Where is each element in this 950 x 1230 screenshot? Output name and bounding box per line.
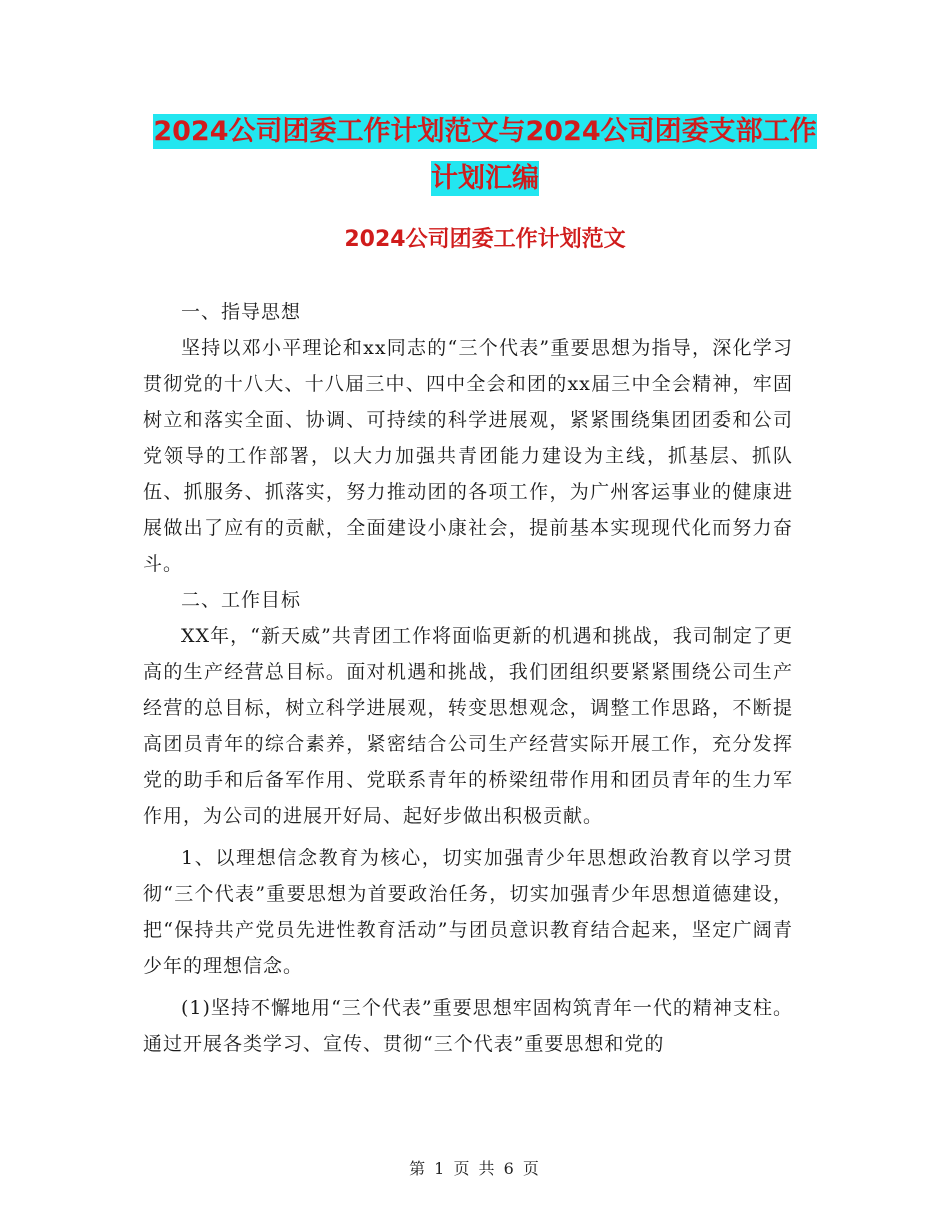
document-body <box>143 294 793 1062</box>
heading-guiding-ideology: 一、指导思想 <box>181 301 302 323</box>
document-title <box>140 108 830 202</box>
section-title: 2024公司团委工作计划范文 <box>344 227 626 252</box>
title-line-1: 2024公司团委工作计划范文与2024公司团委支部工作 <box>153 116 817 147</box>
heading-work-goals: 二、工作目标 <box>181 589 302 611</box>
paragraph-item-1: 1、以理想信念教育为核心，切实加强青少年思想政治教育以学习贯彻“三个代表”重要思想为首要政治任务，切实加强青少年思想道德建设，把“保持共产党员先进性教育活动”与团员意识教育结合起来，坚定广阔青少年的理想信念。 <box>143 847 793 977</box>
paragraph-work-goals: XX年，“新天威”共青团工作将面临更新的机遇和挑战，我司制定了更高的生产经营总目标。面对机遇和挑战，我们团组织要紧紧围绕公司生产经营的总目标，树立科学进展观，转变思想观念，调整工作思路，不断提高团员青年的综合素养，紧密结合公司生产经营实际开展工作，充分发挥党的助手和后备军作用、党联系青年的桥梁纽带作用和团员青年的生力军作用，为公司的进展开好局、起好步做出积极贡献。 <box>143 625 793 827</box>
paragraph-item-1-1: (1)坚持不懈地用“三个代表”重要思想牢固构筑青年一代的精神支柱。通过开展各类学习、宣传、贯彻“三个代表”重要思想和党的 <box>143 997 793 1055</box>
title-line-2: 计划汇编 <box>431 163 539 194</box>
paragraph-guiding-ideology: 坚持以邓小平理论和xx同志的“三个代表”重要思想为指导，深化学习贯彻党的十八大、十八届三中、四中全会和团的xx届三中全会精神，牢固树立和落实全面、协调、可持续的科学进展观，紧紧围绕集团团委和公司党领导的工作部署，以大力加强共青团能力建设为主线，抓基层、抓队伍、抓服务、抓落实，努力推动团的各项工作，为广州客运事业的健康进展做出了应有的贡献，全面建设小康社会，提前基本实现现代化而努力奋斗。 <box>143 337 793 575</box>
page-number-footer: 第 1 页 共 6 页 <box>409 1159 541 1178</box>
